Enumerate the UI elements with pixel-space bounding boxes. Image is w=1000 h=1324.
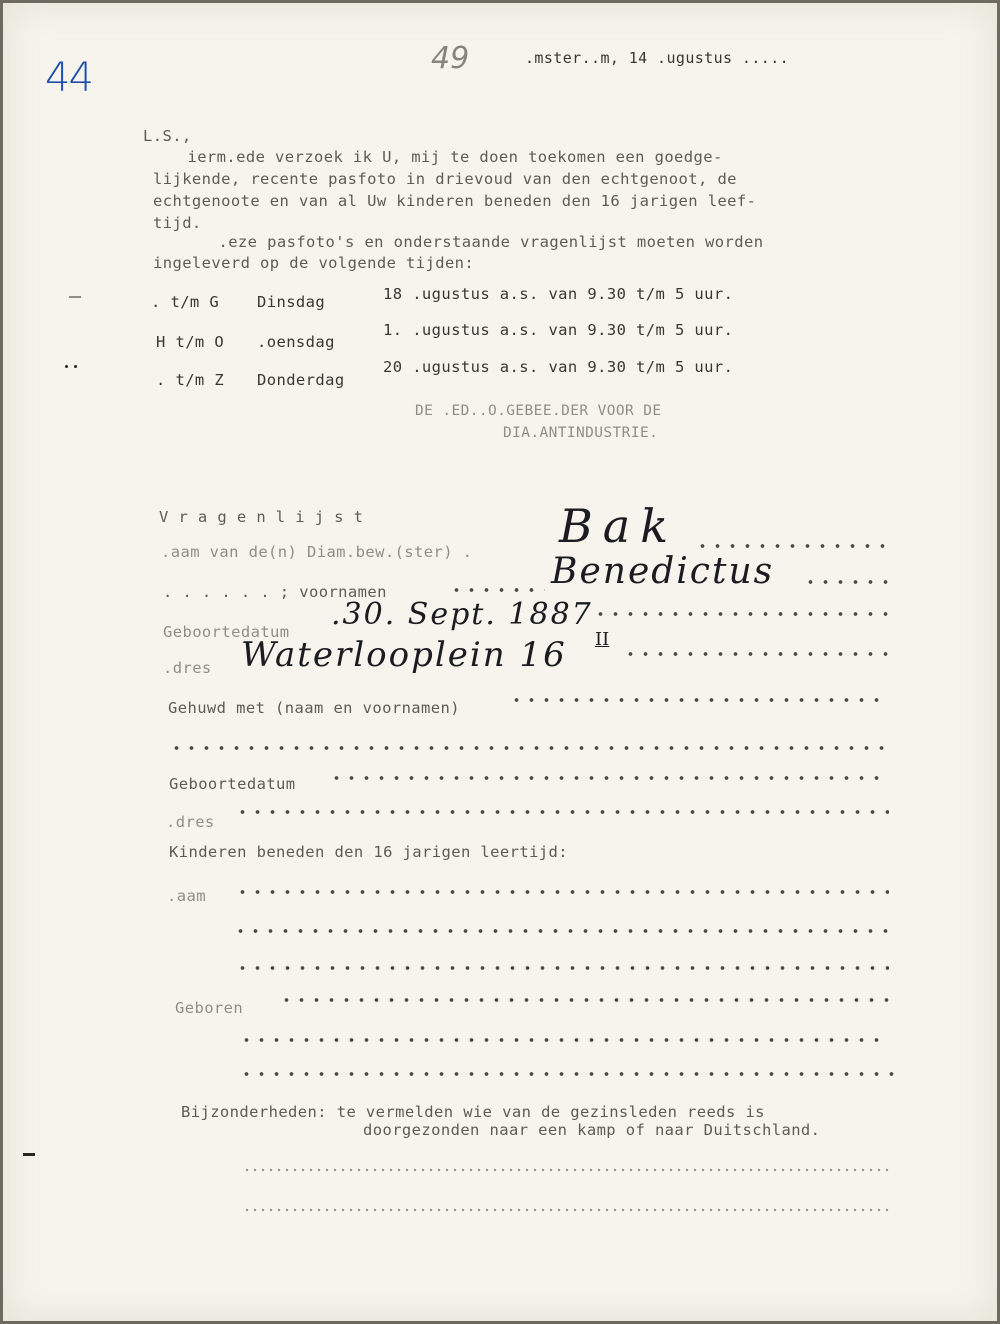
remarks-label: Bijzonderheden: te vermelden wie van de gezinsleden reeds is <box>181 1103 765 1121</box>
spouse-name-dotted-line <box>169 745 889 751</box>
letter-line: lijkende, recente pasfoto in drievoud van den echtgenoot, de <box>153 170 737 188</box>
schedule-range: . t/m G <box>151 293 220 311</box>
schedule-date: 18 .ugustus a.s. van 9.30 t/m 5 uur. <box>383 285 734 303</box>
children-name-dotted-line <box>233 928 889 934</box>
firstnames-dotted-line <box>449 587 545 593</box>
address-dotted-line <box>623 651 889 657</box>
schedule-range: . t/m Z <box>156 371 225 389</box>
salutation: L.S., <box>143 127 192 145</box>
children-born-dotted-line <box>279 997 889 1003</box>
margin-mark <box>65 365 68 368</box>
margin-mark <box>23 1153 35 1156</box>
address-value: Waterlooplein 16 <box>241 635 567 675</box>
children-name-dotted-line <box>235 965 889 971</box>
schedule-day: Dinsdag <box>257 293 326 311</box>
children-name-dotted-line <box>235 889 889 895</box>
remarks-line: doorgezonden naar een kamp of naar Duitschland. <box>363 1121 821 1139</box>
spouse-address-label: .dres <box>166 813 215 831</box>
name-value: Bak <box>559 499 679 553</box>
letter-line: tijd. <box>153 214 202 232</box>
form-title: V r a g e n l i j s t <box>159 508 364 526</box>
married-label: Gehuwd met (naam en voornamen) <box>168 699 460 717</box>
pencil-number: 49 <box>431 41 470 76</box>
margin-mark <box>74 365 77 368</box>
children-born-dotted-line <box>239 1071 895 1077</box>
signature-line: DIA.ANTINDUSTRIE. <box>503 425 659 441</box>
schedule-date: 1. .ugustus a.s. van 9.30 t/m 5 uur. <box>383 321 734 339</box>
address-floor: II <box>595 629 610 650</box>
letter-line: echtgenoote en van al Uw kinderen beneden den 16 jarigen leef- <box>153 192 757 210</box>
place-date: .mster..m, 14 .ugustus ..... <box>525 49 790 67</box>
birthdate-value: .30. Sept. 1887 <box>331 597 593 632</box>
schedule-day: Donderdag <box>257 371 345 389</box>
birthdate-dotted-line <box>593 611 889 617</box>
firstnames-dotted-line <box>803 579 891 585</box>
married-dotted-line <box>509 697 889 703</box>
margin-number: 44 <box>45 55 92 101</box>
name-dotted-line <box>695 543 891 549</box>
birthdate-label: Geboortedatum <box>163 623 290 641</box>
letter-line: .eze pasfoto's en onderstaande vragenlijst moeten worden <box>199 233 764 251</box>
children-born-dotted-line <box>239 1037 889 1043</box>
spouse-birthdate-label: Geboortedatum <box>169 775 296 793</box>
spouse-address-dotted-line <box>235 809 889 815</box>
letter-line: ingeleverd op de volgende tijden: <box>153 254 475 272</box>
address-label: .dres <box>163 659 212 677</box>
letter-line: ierm.ede verzoek ik U, mij te doen toekomen een goedge- <box>168 148 723 166</box>
children-label: Kinderen beneden den 16 jarigen leertijd: <box>169 843 569 861</box>
children-born-label: Geboren <box>175 999 244 1017</box>
children-name-label: .aam <box>167 887 206 905</box>
firstnames-value: Benedictus <box>551 551 775 592</box>
margin-mark <box>69 296 81 298</box>
schedule-date: 20 .ugustus a.s. van 9.30 t/m 5 uur. <box>383 358 734 376</box>
remarks-dotted-line <box>243 1167 893 1173</box>
name-label: .aam van de(n) Diam.bew.(ster) . <box>161 543 473 561</box>
schedule-day: .oensdag <box>257 333 335 351</box>
signature-line: DE .ED..O.GEBEE.DER VOOR DE <box>415 403 662 419</box>
spouse-birthdate-dotted-line <box>329 775 889 781</box>
remarks-dotted-line <box>243 1207 893 1213</box>
schedule-range: H t/m O <box>156 333 225 351</box>
document-page <box>3 3 997 1321</box>
firstnames-label: . . . . . . ; voornamen <box>163 583 387 601</box>
